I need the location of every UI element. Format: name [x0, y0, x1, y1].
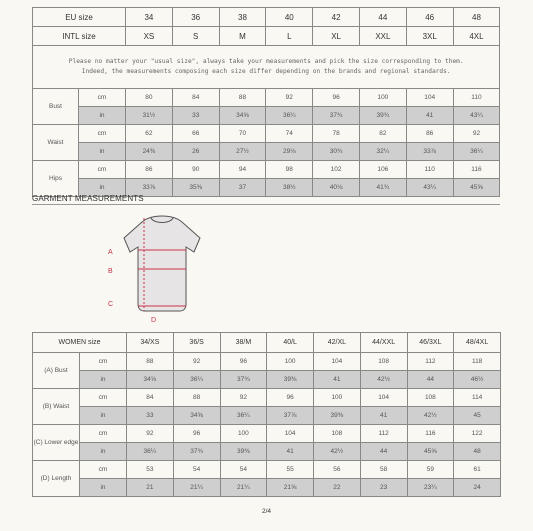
label-d: D: [151, 317, 157, 324]
measurement-row-in: [33, 479, 501, 497]
measurement-value: 59: [407, 461, 454, 479]
tshirt-outline: [124, 216, 200, 311]
measurement-value: 43¼: [406, 179, 453, 197]
measurement-label: (B) Waist: [33, 389, 80, 425]
unit-label: cm: [79, 161, 126, 179]
intl-size-cell: 3XL: [406, 27, 453, 46]
measurement-value: 38½: [266, 179, 313, 197]
measurement-value: 44: [407, 371, 454, 389]
eu-size-cell: 46: [406, 8, 453, 27]
unit-label: cm: [80, 353, 127, 371]
women-size-cell: 36/S: [173, 333, 220, 353]
measurement-value: 27½: [219, 143, 266, 161]
measurement-value: 108: [314, 425, 361, 443]
measurement-value: 39⅜: [267, 371, 314, 389]
tshirt-diagram: [104, 210, 224, 324]
measurement-value: 23¼: [407, 479, 454, 497]
label-a: A: [108, 249, 113, 256]
measurement-row-in: [33, 143, 500, 161]
measurement-value: 33⅞: [406, 143, 453, 161]
measurement-label: (A) Bust: [33, 353, 80, 389]
measurement-label: (C) Lower edge: [33, 425, 80, 461]
women-size-cell: 34/XS: [127, 333, 174, 353]
measurement-value: 36¼: [127, 443, 174, 461]
measurement-row-cm: [33, 353, 501, 371]
measurement-value: 53: [127, 461, 174, 479]
measurement-row-in: [33, 407, 501, 425]
unit-label: in: [80, 443, 127, 461]
measurement-value: 26: [172, 143, 219, 161]
measurement-value: 116: [407, 425, 454, 443]
measurement-value: 92: [220, 389, 267, 407]
measurement-value: 42½: [314, 443, 361, 461]
measurement-row-cm: [33, 389, 501, 407]
measurement-value: 104: [314, 353, 361, 371]
measurement-value: 100: [267, 353, 314, 371]
measurement-value: 56: [314, 461, 361, 479]
eu-size-label: EU size: [33, 8, 126, 27]
measurement-value: 106: [359, 161, 406, 179]
measurement-value: 23: [360, 479, 407, 497]
measurement-value: 41¾: [359, 179, 406, 197]
measurement-value: 22: [314, 479, 361, 497]
measurement-value: 31½: [126, 107, 173, 125]
measurement-value: 33⅞: [126, 179, 173, 197]
measurement-value: 37¾: [173, 443, 220, 461]
measurement-value: 44: [360, 443, 407, 461]
measurement-value: 96: [313, 89, 360, 107]
measurement-value: 62: [126, 125, 173, 143]
measurement-value: 112: [407, 353, 454, 371]
unit-label: cm: [79, 125, 126, 143]
eu-size-cell: 38: [219, 8, 266, 27]
intl-size-cell: M: [219, 27, 266, 46]
measurement-value: 46½: [454, 371, 501, 389]
intl-size-cell: XXL: [359, 27, 406, 46]
measurement-value: 102: [313, 161, 360, 179]
women-size-cell: 48/4XL: [454, 333, 501, 353]
measurement-value: 41: [267, 443, 314, 461]
measurement-value: 94: [219, 161, 266, 179]
garment-measurements-title: GARMENT MEASUREMENTS: [32, 194, 144, 203]
measurement-value: 66: [172, 125, 219, 143]
measurement-row-cm: [33, 125, 500, 143]
measurement-value: 92: [173, 353, 220, 371]
measurement-label: Waist: [33, 125, 79, 161]
eu-size-cell: 36: [172, 8, 219, 27]
women-size-cell: 40/L: [267, 333, 314, 353]
measurement-value: 112: [360, 425, 407, 443]
measurement-value: 110: [453, 89, 500, 107]
eu-size-cell: 40: [266, 8, 313, 27]
intl-size-cell: XS: [126, 27, 173, 46]
measurement-value: 96: [267, 389, 314, 407]
measurement-value: 122: [454, 425, 501, 443]
measurement-value: 82: [359, 125, 406, 143]
sizing-note-row: [33, 46, 500, 89]
measurement-value: 98: [266, 161, 313, 179]
unit-label: cm: [80, 425, 127, 443]
measurement-label: Bust: [33, 89, 79, 125]
measurement-value: 86: [126, 161, 173, 179]
measurement-value: 36¼: [220, 407, 267, 425]
measurement-value: 110: [406, 161, 453, 179]
measurement-value: 45: [454, 407, 501, 425]
measurement-value: 80: [126, 89, 173, 107]
measurement-value: 58: [360, 461, 407, 479]
measurement-value: 42½: [360, 371, 407, 389]
unit-label: cm: [80, 389, 127, 407]
eu-size-cell: 48: [453, 8, 500, 27]
page-number: 2/4: [261, 508, 272, 515]
measurement-value: 42½: [407, 407, 454, 425]
measurement-label: (D) Length: [33, 461, 80, 497]
women-size-cell: 46/3XL: [407, 333, 454, 353]
measurement-value: 40⅛: [313, 179, 360, 197]
measurement-row-in: [33, 443, 501, 461]
intl-size-cell: 4XL: [453, 27, 500, 46]
measurement-value: 39⅜: [314, 407, 361, 425]
measurement-value: 108: [407, 389, 454, 407]
measurement-value: 36¼: [453, 143, 500, 161]
measurement-value: 92: [453, 125, 500, 143]
measurement-value: 84: [127, 389, 174, 407]
measurement-value: 100: [220, 425, 267, 443]
size-chart-table: [32, 7, 500, 197]
unit-label: in: [79, 107, 126, 125]
measurement-value: 84: [172, 89, 219, 107]
measurement-value: 41: [406, 107, 453, 125]
measurement-value: 36¼: [266, 107, 313, 125]
measurement-value: 86: [406, 125, 453, 143]
measurement-label: Hips: [33, 161, 79, 197]
measurement-value: 116: [453, 161, 500, 179]
measurement-value: 88: [173, 389, 220, 407]
measurement-value: 92: [127, 425, 174, 443]
intl-size-cell: L: [266, 27, 313, 46]
unit-label: in: [80, 371, 127, 389]
measurement-value: 37⅞: [267, 407, 314, 425]
measurement-value: 21¼: [220, 479, 267, 497]
intl-size-cell: XL: [313, 27, 360, 46]
sizing-note: [33, 46, 500, 89]
sizing-note-line: Please no matter your "usual size", always take your measurements and pick the size corresponding to them.: [68, 58, 464, 65]
unit-label: in: [80, 407, 127, 425]
measurement-value: 33: [172, 107, 219, 125]
measurement-value: 48: [454, 443, 501, 461]
unit-label: cm: [79, 89, 126, 107]
women-size-cell: 42/XL: [314, 333, 361, 353]
measurement-value: 30¾: [313, 143, 360, 161]
eu-size-cell: 42: [313, 8, 360, 27]
unit-label: in: [80, 479, 127, 497]
measurement-value: 100: [359, 89, 406, 107]
measurement-value: 114: [454, 389, 501, 407]
unit-label: cm: [80, 461, 127, 479]
measurement-value: 96: [173, 425, 220, 443]
garment-measurements-table: [32, 332, 501, 497]
measurement-value: 21¼: [173, 479, 220, 497]
label-b: B: [108, 268, 113, 275]
measurement-value: 21: [127, 479, 174, 497]
women-size-cell: 44/XXL: [360, 333, 407, 353]
measurement-value: 41: [314, 371, 361, 389]
women-size-label: WOMEN size: [33, 333, 127, 353]
label-c: C: [108, 301, 114, 308]
measurement-value: 32¼: [359, 143, 406, 161]
measurement-value: 45⅝: [407, 443, 454, 461]
intl-size-cell: S: [172, 27, 219, 46]
measurement-value: 34⅝: [127, 371, 174, 389]
eu-size-cell: 44: [359, 8, 406, 27]
measurement-value: 92: [266, 89, 313, 107]
measurement-value: 78: [313, 125, 360, 143]
measurement-value: 37¾: [220, 371, 267, 389]
measurement-value: 34⅝: [219, 107, 266, 125]
measurement-value: 39¾: [359, 107, 406, 125]
measurement-value: 45⅝: [453, 179, 500, 197]
measurement-value: 36¼: [173, 371, 220, 389]
measurement-row-cm: [33, 161, 500, 179]
measurement-value: 54: [173, 461, 220, 479]
measurement-value: 34⅝: [173, 407, 220, 425]
measurement-value: 108: [360, 353, 407, 371]
measurement-value: 24: [454, 479, 501, 497]
measurement-value: 74: [266, 125, 313, 143]
women-size-cell: 38/M: [220, 333, 267, 353]
measurement-value: 61: [454, 461, 501, 479]
measurement-value: 100: [314, 389, 361, 407]
eu-size-cell: 34: [126, 8, 173, 27]
measurement-value: 37: [219, 179, 266, 197]
measurement-value: 35⅜: [172, 179, 219, 197]
measurement-value: 55: [267, 461, 314, 479]
measurement-row-cm: [33, 89, 500, 107]
measurement-row-in: [33, 371, 501, 389]
women-size-row: [33, 333, 501, 353]
measurement-value: 29⅛: [266, 143, 313, 161]
measurement-row-in: [33, 107, 500, 125]
measurement-value: 104: [360, 389, 407, 407]
measurement-value: 104: [406, 89, 453, 107]
measurement-value: 24⅜: [126, 143, 173, 161]
measurement-value: 43¼: [453, 107, 500, 125]
measurement-value: 104: [267, 425, 314, 443]
measurement-value: 37¾: [313, 107, 360, 125]
section-divider: [32, 204, 500, 205]
unit-label: in: [79, 179, 126, 197]
measurement-value: 21⅝: [267, 479, 314, 497]
measurement-value: 41: [360, 407, 407, 425]
measurement-row-cm: [33, 461, 501, 479]
measurement-value: 88: [219, 89, 266, 107]
intl-size-label: INTL size: [33, 27, 126, 46]
measurement-value: 39⅜: [220, 443, 267, 461]
measurement-value: 54: [220, 461, 267, 479]
measurement-value: 118: [454, 353, 501, 371]
measurement-value: 88: [127, 353, 174, 371]
measurement-value: 96: [220, 353, 267, 371]
intl-size-row: [33, 27, 500, 46]
unit-label: in: [79, 143, 126, 161]
sizing-note-line: Indeed, the measurements composing each size differ depending on the brands and regional standards.: [81, 68, 451, 75]
measurement-value: 70: [219, 125, 266, 143]
measurement-value: 90: [172, 161, 219, 179]
measurement-row-cm: [33, 425, 501, 443]
eu-size-row: [33, 8, 500, 27]
measurement-value: 33: [127, 407, 174, 425]
